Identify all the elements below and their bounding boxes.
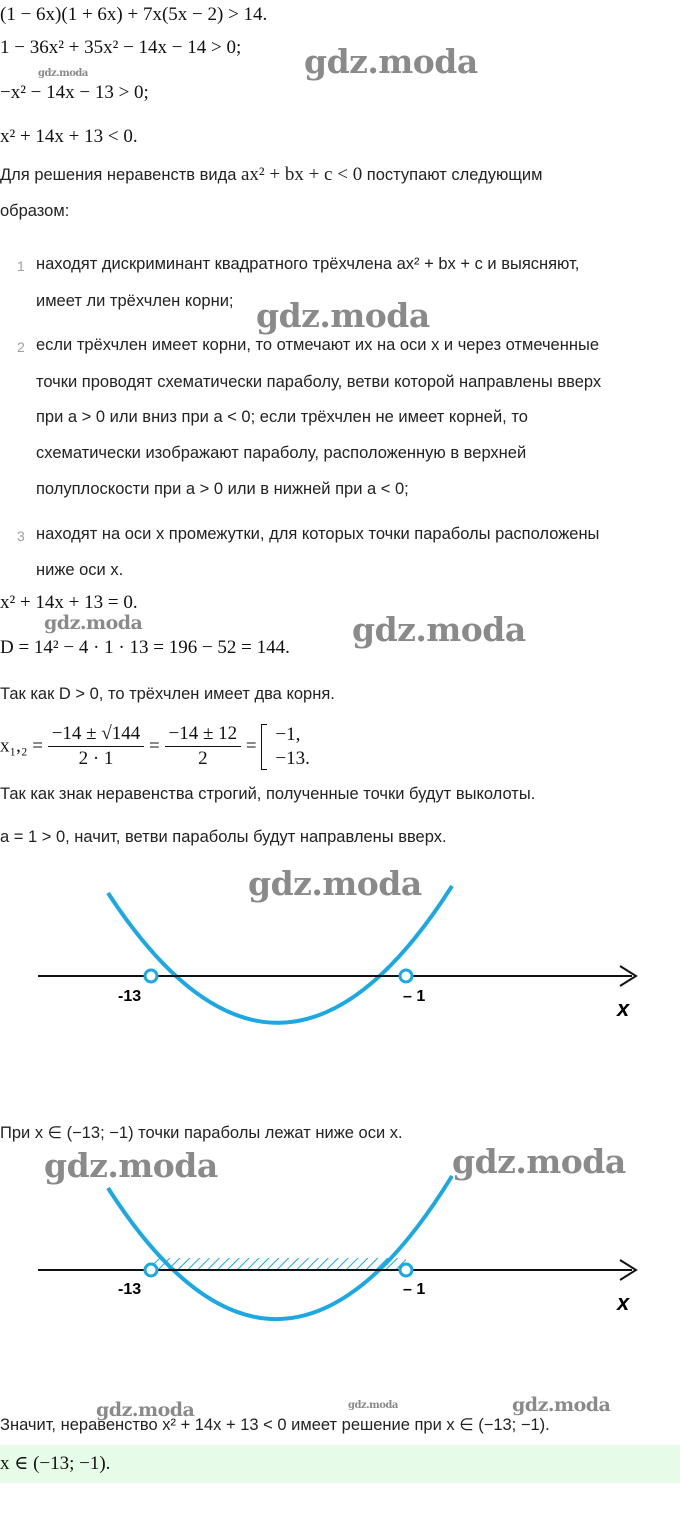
axis-label: x <box>617 1290 630 1315</box>
step-1-line-2: имеет ли трёхчлен корни; <box>36 292 234 310</box>
branches-text: a = 1 > 0, начит, ветви параболы будут направлены вверх. <box>0 828 447 846</box>
quadratic-equation: x² + 14x + 13 = 0. <box>0 592 138 613</box>
conclusion-text: Значит, неравенство x² + 14x + 13 < 0 имеет решение при x ∈ (−13; −1). <box>0 1416 550 1434</box>
equation-line-4: x² + 14x + 13 < 0. <box>0 126 138 147</box>
watermark: gdz.moda <box>352 610 526 649</box>
watermark: gdz.moda <box>452 1142 626 1181</box>
watermark-small: gdz.moda <box>348 1400 398 1411</box>
root-point-right <box>400 970 412 982</box>
root-label-right: – 1 <box>403 1281 426 1298</box>
root-point-left <box>145 970 157 982</box>
root-point-left <box>145 1264 157 1276</box>
step-2-line-2: точки проводят схематически параболу, ветви которой направлены вверх <box>36 373 602 391</box>
watermark: gdz.moda <box>304 42 478 81</box>
watermark: gdz.moda <box>512 1394 611 1416</box>
roots-formula: x₁,₂ = $\frac{-14 \pm √144}{2 \cdot 1}$ = $\frac{-14 \pm 12}{2}$ = −1, −13. <box>0 723 310 769</box>
root-label-right: – 1 <box>403 988 426 1005</box>
root-label-left: -13 <box>118 1281 142 1298</box>
parabola-curve <box>108 886 452 1023</box>
watermark-small: gdz.moda <box>38 68 88 79</box>
below-axis-text: При x ∈ (−13; −1) точки параболы лежат ниже оси x. <box>0 1124 403 1142</box>
equation-line-3: −x² − 14x − 13 > 0; <box>0 82 149 103</box>
watermark: gdz.moda <box>256 296 430 335</box>
root-point-right <box>400 1264 412 1276</box>
step-2-line-4: схематически изображают параболу, расположенную в верхней <box>36 444 527 462</box>
step-number: 2 <box>17 339 25 355</box>
intro-line-1: Для решения неравенств вида ax² + bx + c < 0 поступают следующим <box>0 164 543 185</box>
step-number: 3 <box>17 528 25 544</box>
step-number: 1 <box>17 258 25 274</box>
solution-hatch <box>151 1258 406 1270</box>
two-roots-text: Так как D > 0, то трёхчлен имеет два корня. <box>0 685 335 703</box>
intro-line-2: образом: <box>0 202 70 220</box>
step-3-line-2: ниже оси x. <box>36 561 124 579</box>
watermark: gdz.moda <box>44 1146 218 1185</box>
parabola-curve <box>108 1176 452 1319</box>
step-3-line-1: находят на оси x промежутки, для которых точки параболы расположены <box>36 525 600 543</box>
step-2-line-3: при a > 0 или вниз при a < 0; если трёхчлен не имеет корней, то <box>36 408 528 426</box>
equation-line-1: (1 − 6x)(1 + 6x) + 7x(5x − 2) > 14. <box>0 4 268 25</box>
discriminant: D = 14² − 4 · 1 · 13 = 196 − 52 = 144. <box>0 637 290 658</box>
axis-label: x <box>617 996 630 1021</box>
step-1-line-1: находят дискриминант квадратного трёхчлена ax² + bx + c и выясняют, <box>36 255 580 273</box>
strict-text: Так как знак неравенства строгий, полученные точки будут выколоты. <box>0 785 536 803</box>
root-label-left: -13 <box>118 988 142 1005</box>
watermark: gdz.moda <box>248 864 422 903</box>
watermark: gdz.moda <box>96 1399 195 1421</box>
step-2-line-5: полуплоскости при a > 0 или в нижней при a < 0; <box>36 480 409 498</box>
equation-line-2: 1 − 36x² + 35x² − 14x − 14 > 0; <box>0 37 242 58</box>
step-2-line-1: если трёхчлен имеет корни, то отмечают их на оси x и через отмеченные <box>36 336 599 354</box>
watermark: gdz.moda <box>44 612 143 634</box>
final-answer: x ∈ (−13; −1). <box>0 1453 111 1474</box>
